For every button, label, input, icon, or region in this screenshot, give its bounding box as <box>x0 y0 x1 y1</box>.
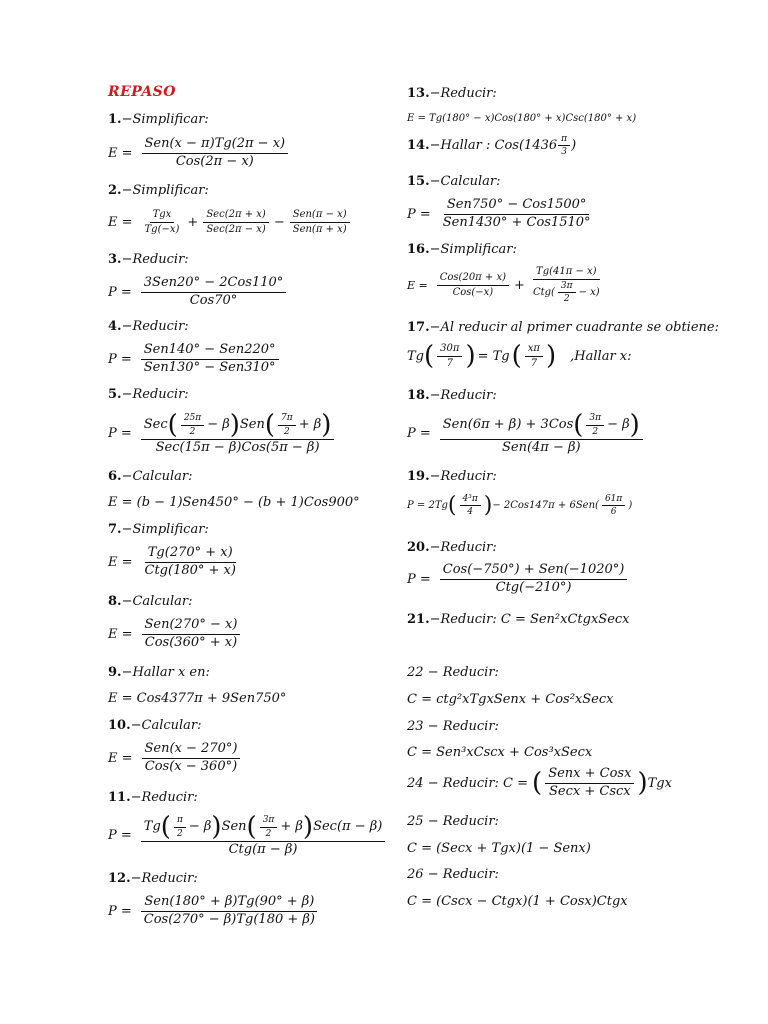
problem-3-equation: P = $\frac{\text{3Sen20° − 2Cos110°}}{\text{Cos70°}}$ <box>108 276 289 309</box>
problem-18-equation: P = Sen(6π + β) + 3Cos ( $\frac{3\pi}{2}$ − β ) Sen(4π − β) <box>407 412 646 456</box>
page-title: REPASO <box>108 84 176 100</box>
problem-26-title: 26 − Reducir: <box>407 867 499 882</box>
problem-4-title: 4.−Reducir: <box>108 319 189 334</box>
problem-8-equation: E = $\frac{\text{Sen(270° − x)}}{\text{Cos(360° + x)}}$ <box>108 618 243 651</box>
problem-15-equation: P = $\frac{\text{Sen750° − Cos1500°}}{\text{Sen1430° + Cos1510°}}$ <box>407 197 591 230</box>
problem-6-equation: E = (b − 1)Sen450° − (b + 1)Cos900° <box>108 495 360 510</box>
problem-26-equation: C = (Cscx − Ctgx)(1 + Cosx)Ctgx <box>407 894 628 909</box>
problem-9-equation: E = Cos4377π + 9Sen750° <box>108 691 287 706</box>
problem-7-title: 7.−Simplificar: <box>108 522 209 537</box>
problem-5-equation: P = Sec ( $\frac{25\pi}{2}$ − β ) Sen ( $\frac{7\pi}{2}$ + β ) Sec(15π − β)Cos(5π − β) <box>108 412 337 456</box>
problem-17-title: 17.−Al reducir al primer cuadrante se obtiene: <box>407 320 719 335</box>
problem-25-title: 25 − Reducir: <box>407 814 499 829</box>
problem-10-title: 10.−Calcular: <box>108 718 202 733</box>
problem-11-equation: P = Tg ( $\frac{\pi}{2}$ − β ) Sen ( $\frac{3\pi}{2}$ + β ) Sec(π − β) Ctg(π − β) <box>108 814 388 858</box>
problem-20-title: 20.−Reducir: <box>407 540 497 555</box>
problem-19-equation: P = 2Tg ( $\frac{\text{4³π}}{4}$ ) − 2Cos147π + 6Sen( $\frac{61\pi}{6}$ ) <box>407 492 633 518</box>
problem-16-equation: E = $\frac{\text{Cos(20π + x)}}{\text{Cos(−x)}}$ + Tg(41π − x) Ctg( $\frac{3\pi}{2}$ − x) <box>407 266 600 304</box>
problem-6-title: 6.−Calcular: <box>108 469 193 484</box>
problem-12-title: 12.−Reducir: <box>108 871 198 886</box>
problem-17-equation: Tg ( $\frac{30\pi}{7}$ ) = Tg ( $\frac{x\pi}{7}$ ) ,Hallar x: <box>407 341 632 371</box>
problem-21-title: 21.−Reducir: C = Sen²xCtgxSecx <box>407 612 630 627</box>
problem-7-equation: E = $\frac{Tg(270^\circ + x)}{\text{Ctg(180° + x)}}$ <box>108 545 236 578</box>
problem-18-title: 18.−Reducir: <box>407 388 497 403</box>
problem-2-title: 2.−Simplificar: <box>108 183 209 198</box>
problem-12-equation: P = $\frac{\text{Sen(180° + β)Tg(90° + β)}}{\text{Cos(270° − β)Tg(180 + β)}}$ <box>108 895 321 928</box>
problem-3-title: 3.−Reducir: <box>108 252 189 267</box>
problem-13-title: 13.−Reducir: <box>407 86 497 101</box>
problem-14-title: 14.−Hallar : Cos(1436 $\frac{\pi}{3}$ ) <box>407 134 577 158</box>
problem-15-title: 15.−Calcular: <box>407 174 501 189</box>
problem-20-equation: P = $\frac{\text{Cos(−750°) + Sen(−1020°)}}{\text{Ctg(−210°)}}$ <box>407 563 630 596</box>
problem-8-title: 8.−Calcular: <box>108 594 193 609</box>
problem-24-equation: 24 − Reducir: C = ( $\frac{\text{Senx + Cosx}}{\text{Secx + Cscx}}$ ) Tgx <box>407 766 672 799</box>
problem-2-equation: E = $\frac{\text{Tgx}}{Tg(-x)}$ + $\frac{\text{Sec(2π + x)}}{\text{Sec(2π − x)}}$ − $\frac{\text{Sen(π − x)}}{\text{Sen(π + x)}}$ <box>108 209 353 235</box>
problem-25-equation: C = (Secx + Tgx)(1 − Senx) <box>407 841 591 856</box>
problem-23-title: 23 − Reducir: <box>407 719 499 734</box>
problem-11-title: 11.−Reducir: <box>108 790 198 805</box>
problem-1-equation: E = $\frac{\text{Sen(x − π)Tg(2π − x)}}{\text{Cos(2π − x)}}$ <box>108 137 291 170</box>
problem-1-title: 1.−Simplificar: <box>108 112 209 127</box>
problem-5-title: 5.−Reducir: <box>108 387 189 402</box>
problem-22-equation: C = ctg²xTgxSenx + Cos²xSecx <box>407 692 614 707</box>
problem-13-equation: E = Tg(180° − x)Cos(180° + x)Csc(180° + x) <box>407 113 637 124</box>
problem-22-title: 22 − Reducir: <box>407 665 499 680</box>
problem-9-title: 9.−Hallar x en: <box>108 665 210 680</box>
problem-19-title: 19.−Reducir: <box>407 469 497 484</box>
problem-4-equation: P = $\frac{\text{Sen140° − Sen220°}}{\text{Sen130° − Sen310°}}$ <box>108 343 282 376</box>
problem-10-equation: E = $\frac{\text{Sen(x − 270°)}}{\text{Cos(x − 360°)}}$ <box>108 742 243 775</box>
problem-16-title: 16.−Simplificar: <box>407 242 517 257</box>
problem-23-equation: C = Sen³xCscx + Cos³xSecx <box>407 745 593 760</box>
